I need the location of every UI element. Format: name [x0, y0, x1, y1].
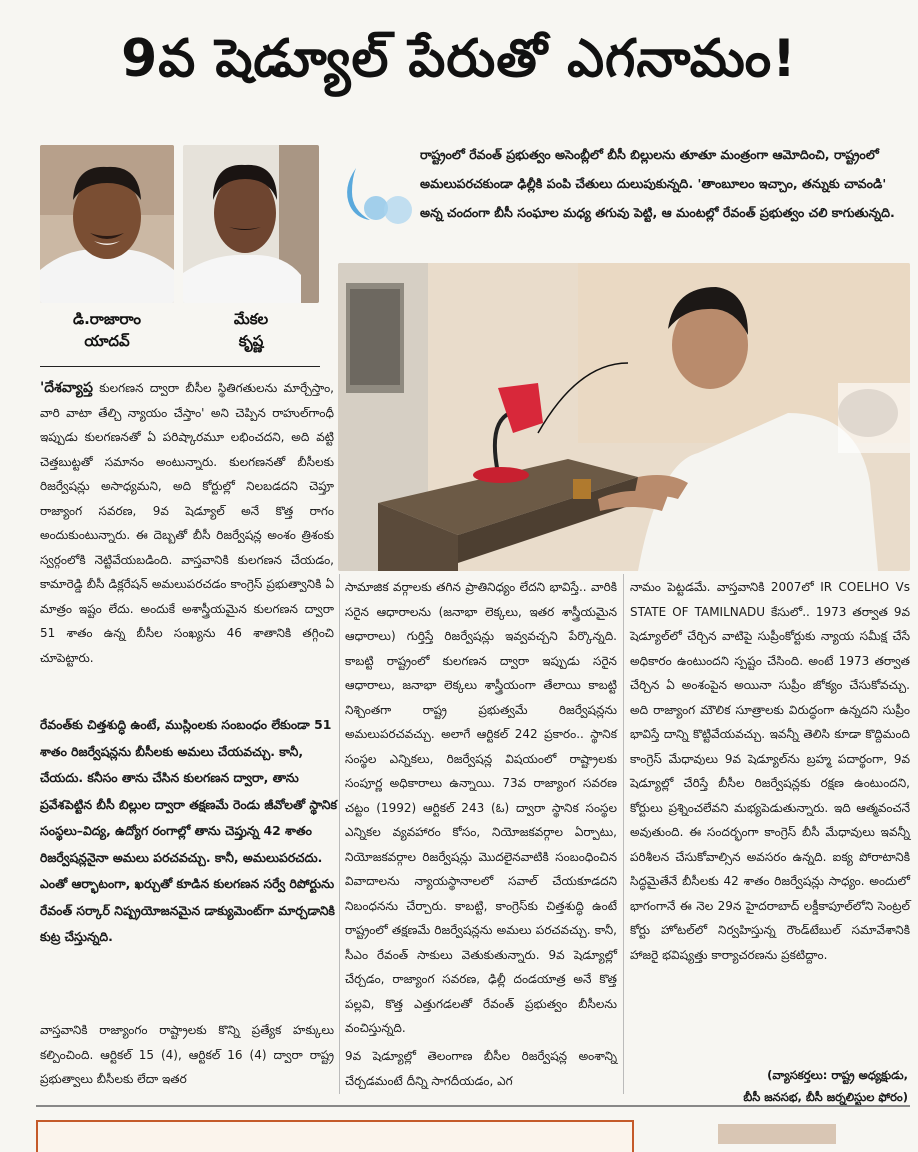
portrait-rajaram — [40, 145, 174, 303]
highlight-paragraph: రేవంత్‌కు చిత్తశుద్ధి ఉంటే, ముస్లింలకు సంబంధం లేకుండా 51 శాతం రిజర్వేషన్లను బీసీలకు అమలు చేయవచ్చు. కానీ, చేయదు. కనీసం తాను చేసిన కులగణన ద్వారా, తాను ప్రవేశపెట్టిన బీసీ బిల్లుల ద్వారా తక్షణమే రెండు జీవోలతో స్థానిక సంస్థలు–విద్య, ఉద్యోగ రంగాల్లో తాను చెప్తున్న 42 శాతం రిజర్వేషన్లనైనా అమలు పరచవచ్చు. కానీ, అమలుపరచదు. ఎంతో ఆర్భాటంగా, ఖర్చుతో కూడిన కులగణన సర్వే రిపోర్టును రేవంత్ సర్కార్ నిష్ప్రయోజనమైన డాక్యుమెంట్‌గా మార్చడానికి కుట్ర చేస్తున్నది. — [40, 717, 337, 944]
column-1-text — [40, 376, 334, 670]
caption-name-line2: యాదవ్ — [84, 332, 130, 350]
author-credit-line2: బీసీ జనసభ, బీసీ జర్నలిస్టుల ఫోరం) — [743, 1090, 908, 1104]
column-divider — [339, 574, 340, 1094]
author-credit-line1: (వ్యాసకర్తలు: రాష్ట్ర అధ్యక్షుడు, — [767, 1068, 908, 1082]
column-3-text: నామం పెట్టడమే. వాస్తవానికి 2007లో IR COELHO Vs STATE OF TAMILNADU కేసులో.. 1973 తర్వాత 9వ షెడ్యూల్‌లో చేర్చిన వాటిపై సుప్రీంకోర్టుకు న్యాయ సమీక్ష చేసే అధికారం ఉంటుందని స్పష్టం చేసింది. అంటే 1973 తర్వాత చేర్చిన ఏ అంశంపైన అయినా సుప్రీం జోక్యం చేసుకోవచ్చు. అది రాజ్యాంగ మౌలిక సూత్రాలకు విరుద్ధంగా ఉన్నదని సుప్రీం భావిస్తే దాన్ని కొట్టివేయవచ్చు. ఇవన్నీ తెలిసి కూడా కొద్దిమంది కాంగ్రెస్ మేధావులు 9వ షెడ్యూల్‌ను బ్రహ్మ పదార్థంగా, 9వ షెడ్యూల్లో చేరిస్తే బీసీల రిజర్వేషన్లకు రక్షణ ఉంటుందని, కోర్టులు ప్రశ్నించలేవని మభ్యపెడుతున్నారు. ఇది ఆత్మవంచనే అవుతుంది. ఈ సందర్భంగా కాంగ్రెస్ బీసీ మేధావులు ఇవన్నీ పరిశీలన చేసుకోవాల్సిన అవసరం ఉన్నది. ఐక్య పోరాటానికి సిద్ధమైతేనే బీసీలకు 42 శాతం రిజర్వేషన్లు సాధ్యం. అందులో భాగంగానే ఈ నెల 29న హైదరాబాద్ లక్డీకాపూల్‌లోని సెంట్రల్ కోర్టు హోటల్‌లో నిర్వహిస్తున్న రౌండ్‌టేబుల్ సమావేశానికి హాజరై భవిష్యత్తు కార్యాచరణను ప్రకటిద్దాం. — [630, 580, 910, 962]
next-article-photo — [718, 1124, 836, 1144]
portrait-mekala-krishna — [183, 145, 319, 303]
caption-divider — [40, 366, 320, 367]
main-photo-workshop — [338, 263, 910, 571]
column-1-lead: 'దేశవ్యాప్త — [40, 380, 93, 396]
caption-name-line1: డి.రాజారాం — [72, 310, 142, 328]
next-article-header — [36, 1120, 634, 1152]
caption-name-line1: మేకల — [233, 310, 269, 328]
caption-name-line2: కృష్ణ — [238, 332, 264, 350]
column-divider — [623, 574, 624, 1094]
column-1-body: కులగణన ద్వారా బీసీల స్థితిగతులను మార్చేస్తాం, వారి వాటా తేల్చి న్యాయం చేస్తాం' అని చెప్పిన రాహుల్‌గాంధీ ఇప్పుడు కులగణనతో ఏ పరిష్కారమూ లభించదని, అది వట్టి చెత్తబుట్టతో సమానం అంటున్నారు. కులగణనతో బీసీలకు రిజర్వేషన్లు అసాధ్యమని, అది కోర్టుల్లో నిలబడదని చెప్తూ రాజ్యాంగ సవరణ, 9వ షెడ్యూల్ అనే కొత్త రాగం అందుకుంటున్నారు. ఈ దెబ్బతో బీసీ రిజర్వేషన్ల అంశం త్రిశంకు స్వర్గంలోకి నెట్టివేయబడింది. వాస్తవానికి కులగణన చేయడం, కామారెడ్డి బీసీ డిక్లరేషన్ అమలుపరచడం కాంగ్రెస్ ప్రభుత్వానికి ఏ మాత్రం ఇష్టం లేదు. అందుకే అశాస్త్రీయమైన కులగణన ద్వారా 51 శాతం ఉన్న బీసీల సంఖ్యను 46 శాతానికి తగ్గించి చూపెట్టారు. — [40, 381, 334, 665]
speech-bubble-icon — [340, 158, 420, 238]
column-2-bottom: 9వ షెడ్యూల్లో తెలంగాణ బీసీల రిజర్వేషన్ల అంశాన్ని చేర్చడమంటే దీన్ని సాగదీయడం, ఎగ — [345, 1049, 617, 1088]
caption-krishna — [183, 308, 319, 352]
intro-paragraph: రాష్ట్రంలో రేవంత్ ప్రభుత్వం అసెంబ్లీలో బీసీ బిల్లులను తూతూ మంత్రంగా ఆమోదించి, రాష్ట్రంలో అమలుపరచకుండా ఢిల్లీకి పంపి చేతులు దులుపుకున్నది. 'తాంబూలం ఇచ్చాం, తన్నుకు చావండి' అన్న చందంగా బీసీ సంఘాల మధ్య తగువు పెట్టి, ఆ మంటల్లో రేవంత్ ప్రభుత్వం చలి కాగుతున్నది. — [420, 147, 895, 220]
author-credit — [688, 1064, 908, 1108]
page-bottom-rule — [36, 1105, 910, 1107]
headline: 9వ షెడ్యూల్ పేరుతో ఎగనామం! — [121, 28, 797, 89]
column-1-bottom: వాస్తవానికి రాజ్యాంగం రాష్ట్రాలకు కొన్ని ప్రత్యేక హక్కులు కల్పించింది. ఆర్టికల్ 15 (4), ఆర్టికల్ 16 (4) ద్వారా రాష్ట్ర ప్రభుత్వాలు బీసీలకు లేదా ఇతర — [40, 1023, 334, 1086]
column-2-text: సామాజిక వర్గాలకు తగిన ప్రాతినిధ్యం లేదని భావిస్తే.. వారికి సరైన ఆధారాలను (జనాభా లెక్కలు, ఇతర శాస్త్రీయమైన ఆధారాలు) గుర్తిస్తే రిజర్వేషన్లు ఇవ్వవచ్చని పేర్కొన్నది. కాబట్టి రాష్ట్రంలో కులగణన ద్వారా ఇప్పుడు సరైన ఆధారాలు, జనాభా లెక్కలు శాస్త్రీయంగా తేలాయి కాబట్టి నిశ్చింతగా రాష్ట్ర ప్రభుత్వమే రిజర్వేషన్లను అమలుపరచవచ్చు. అలాగే ఆర్టికల్ 242 ప్రకారం.. స్థానిక సంస్థల ఎన్నికలు, రిజర్వేషన్ల విషయంలో రాష్ట్రాలకు సంపూర్ణ అధికారాలు ఉన్నాయి. 73వ రాజ్యాంగ సవరణ చట్టం (1992) ఆర్టికల్ 243 (ఓ) ద్వారా స్థానిక సంస్థల ఎన్నికల వ్యవహారం కోసం, నియోజకవర్గాల ఏర్పాటు, నియోజకవర్గాల రిజర్వేషన్లు మొదలైనవాటికి సంబంధించిన వివాదాలను న్యాయస్థానాలలో సవాల్ చేయకూడదని నిబంధనను చేర్చారు. కాబట్టి, కాంగ్రెస్‌కు చిత్తశుద్ధి ఉంటే రాష్ట్రంలో తక్షణమే రిజర్వేషన్లను అమలు పరచవచ్చు. కానీ, సీఎం రేవంత్ సాకులు వెతుకుతున్నారు. 9వ షెడ్యూల్లో చేర్చడం, రాజ్యాంగ సవరణ, ఢిల్లీ దండయాత్ర అనే కొత్త పల్లవి, కొత్త ఎత్తుగడలతో రేవంత్ ప్రభుత్వం బీసీలను వంచిస్తున్నది. — [345, 580, 617, 1035]
caption-rajaram — [40, 308, 174, 352]
